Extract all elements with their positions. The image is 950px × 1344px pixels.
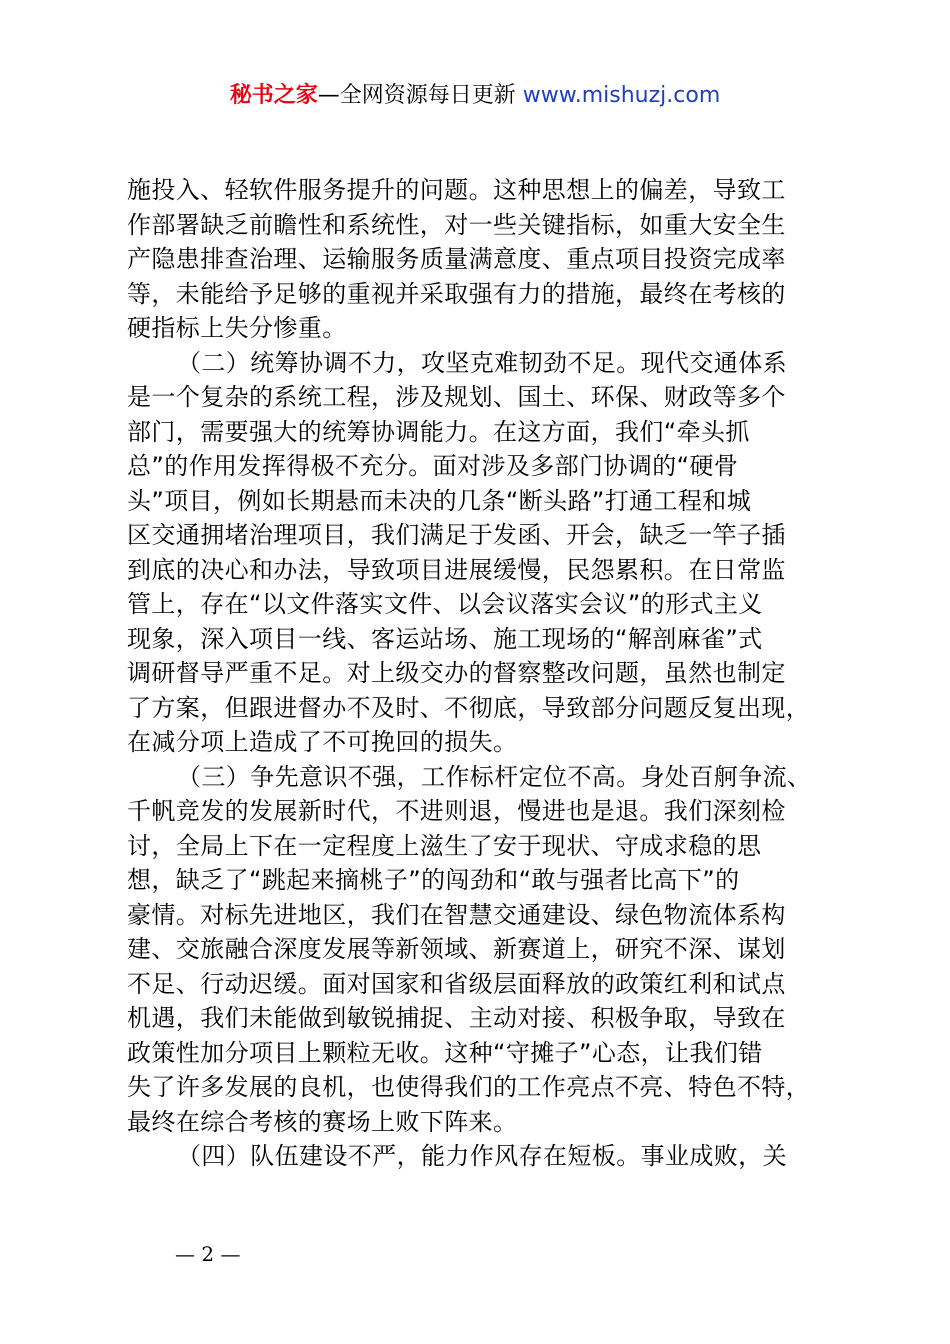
text-line: 硬指标上失分惨重。	[127, 314, 347, 342]
section-heading-2: （二）统筹协调不力，攻坚克难韧劲不足。现代交通体系	[177, 348, 787, 377]
text-line: 现象，深入项目一线、客运站场、施工现场的“解剖麻雀”式	[127, 624, 763, 653]
text-line: 施投入、轻软件服务提升的问题。这种思想上的偏差，导致工	[127, 176, 786, 204]
brand-name: 秘书之家	[229, 83, 318, 108]
text-line: 建、交旅融合深度发展等新领域、新赛道上，研究不深、谋划	[127, 935, 786, 963]
document-body	[127, 173, 857, 1174]
text-line: 作部署缺乏前瞻性和系统性，对一些关键指标，如重大安全生	[127, 210, 786, 239]
header-tagline: —全网资源每日更新	[317, 83, 516, 108]
text-line: 调研督导严重不足。对上级交办的督察整改问题，虽然也制定	[127, 659, 786, 687]
section-heading-3: （三）争先意识不强，工作标杆定位不高。身处百舸争流、	[177, 762, 812, 791]
text-line: 头”项目，例如长期悬而未决的几条“断头路”打通工程和城	[127, 486, 752, 515]
text-line: 等，未能给予足够的重视并采取强有力的措施，最终在考核的	[127, 279, 786, 308]
text-line: 最终在综合考核的赛场上败下阵来。	[127, 1107, 518, 1136]
text-line: 区交通拥堵治理项目，我们满足于发函、开会，缺乏一竿子插	[127, 521, 786, 549]
text-line: 想，缺乏了“跳起来摘桃子”的闯劲和“敢与强者比高下”的	[127, 866, 740, 894]
text-line: 到底的决心和办法，导致项目进展缓慢，民怨累积。在日常监	[127, 555, 786, 584]
text-line: 是一个复杂的系统工程，涉及规划、国土、环保、财政等多个	[127, 383, 786, 411]
page-number: — 2 —	[175, 1242, 241, 1266]
text-line: 总”的作用发挥得极不充分。面对涉及多部门协调的“硬骨	[127, 452, 739, 480]
text-line: 千帆竞发的发展新时代，不进则退，慢进也是退。我们深刻检	[127, 797, 786, 825]
text-line: 不足、行动迟缓。面对国家和省级层面释放的政策红利和试点	[127, 969, 786, 998]
site-url-link[interactable]: www.mishuzj.com	[522, 83, 721, 108]
text-line: 了方案，但跟进督办不及时、不彻底，导致部分问题反复出现，	[127, 693, 811, 722]
text-line: 管上，存在“以文件落实文件、以会议落实会议”的形式主义	[127, 590, 763, 618]
text-line: 机遇，我们未能做到敏锐捕捉、主动对接、积极争取，导致在	[127, 1004, 786, 1032]
text-line: 讨，全局上下在一定程度上滋生了安于现状、守成求稳的思	[127, 831, 762, 860]
text-line: 产隐患排查治理、运输服务质量满意度、重点项目投资完成率	[127, 245, 786, 273]
section-heading-4: （四）队伍建设不严，能力作风存在短板。事业成败，关	[177, 1142, 787, 1170]
text-line: 部门，需要强大的统筹协调能力。在这方面，我们“牵头抓	[127, 417, 750, 446]
text-line: 在减分项上造成了不可挽回的损失。	[127, 728, 518, 756]
text-line: 失了许多发展的良机，也使得我们的工作亮点不亮、特色不特，	[127, 1073, 811, 1101]
site-header	[0, 80, 950, 112]
text-line: 政策性加分项目上颗粒无收。这种“守摊子”心态，让我们错	[127, 1038, 763, 1067]
text-line: 豪情。对标先进地区，我们在智慧交通建设、绿色物流体系构	[127, 900, 786, 929]
